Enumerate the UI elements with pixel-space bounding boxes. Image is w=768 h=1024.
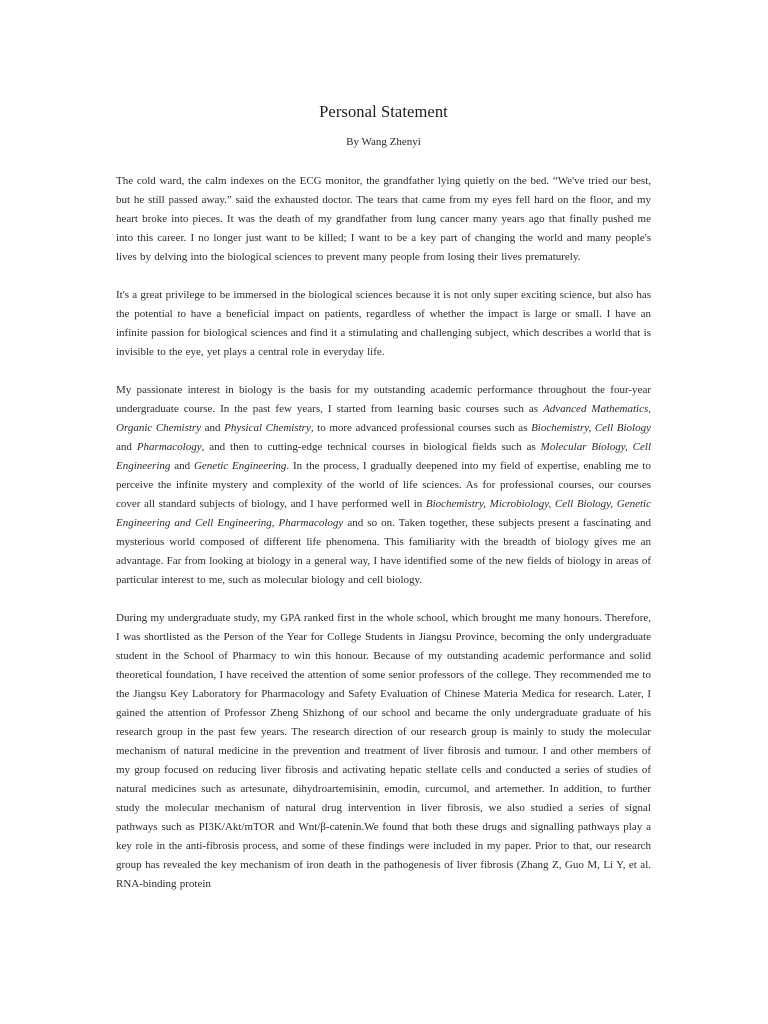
text-run: and xyxy=(116,441,137,453)
italic-course-names: Molecular Biology, Cell Engineering xyxy=(116,441,651,472)
text-run: and xyxy=(201,422,225,434)
italic-course-names: Biochemistry, Microbiology, Cell Biology, Genetic Engineering and Cell Engineering, Pharmacology xyxy=(116,498,651,529)
text-run: and xyxy=(170,460,194,472)
document-title: Personal Statement xyxy=(319,102,448,121)
italic-course-names: Genetic Engineering xyxy=(193,460,287,472)
text-run: During my undergraduate study, my GPA ranked first in the whole school, which brought me many honours. Therefore, I was shortlisted as the Person of the Year for College Students in Jiangsu Province, becoming the only undergraduate student in the School of Pharmacy to win this honour. Because of my outstanding academic performance and solid theoretical foundation, I have received the attention of some senior professors of the college. They recommended me to the Jiangsu Key Laboratory for Pharmacology and Safety Evaluation of Chinese Materia Medica for research. Later, I gained the attention of Professor Zheng Shizhong of our school and became the only undergraduate graduate of his research group in the past few years. The research direction of our research group is mainly to study the molecular mechanism of natural medicine in the prevention and treatment of liver fibrosis and tumour. I and other members of my group focused on reducing liver fibrosis and activating hepatic stellate cells and conducted a series of studies of natural medicines such as artesunate, dihydroartemisinin, emodin, curcumol, and artemether. In addition, to further study the molecular mechanism of natural drug intervention in liver fibrosis, we also studied a series of signal pathways such as PI3K/Akt/mTOR and Wnt/β-catenin.We found that both these drugs and signalling pathways play a key role in the anti-fibrosis process, and some of these findings were included in my paper. Prior to that, our research group has revealed the key mechanism of iron death in the pathogenesis of liver fibrosis (Zhang Z, Guo M, Li Y, et al. RNA-binding protein xyxy=(116,612,651,890)
text-run: My passionate interest in biology is the basis for my outstanding academic performance throughout the four-year undergraduate course. In the past few years, I started from learning basic courses such as xyxy=(116,384,651,415)
text-run: , to more advanced professional courses such as xyxy=(310,422,532,434)
italic-course-names: Physical Chemistry xyxy=(224,422,311,434)
document-body xyxy=(116,172,651,913)
italic-course-names: Advanced Mathematics, Organic Chemistry xyxy=(116,403,652,434)
paragraph-4 xyxy=(116,609,651,894)
paragraph-2 xyxy=(116,286,651,362)
italic-course-names: Biochemistry, Cell Biology xyxy=(531,422,651,434)
italic-course-names: Pharmacology xyxy=(136,441,202,453)
text-run: , and then to cutting-edge technical courses in biological fields such as xyxy=(201,441,541,453)
text-run: . In the process, I gradually deepened into my field of expertise, enabling me to perceive the infinite mystery and complexity of the world of life sciences. As for professional courses, our courses cover all standard subjects of biology, and I have performed well in xyxy=(116,460,651,510)
author-byline: By Wang Zhenyi xyxy=(346,136,421,148)
paragraph-1 xyxy=(116,172,651,267)
text-run: It's a great privilege to be immersed in the biological sciences because it is not only super exciting science, but also has the potential to have a beneficial impact on patients, regardless of whether the impact is large or small. I have an infinite passion for biological sciences and find it a stimulating and challenging subject, which describes a world that is invisible to the eye, yet plays a central role in everyday life. xyxy=(116,289,651,358)
text-run: The cold ward, the calm indexes on the ECG monitor, the grandfather lying quietly on the bed. “We've tried our best, but he still passed away.” said the exhausted doctor. The tears that came from my eyes fell hard on the floor, and my heart broke into pieces. It was the death of my grandfather from lung cancer many years ago that finally pushed me into this career. I no longer just want to be killed; I want to be a key part of changing the world and many people's lives by delving into the biological sciences to prevent many people from losing their lives prematurely. xyxy=(116,175,651,263)
paragraph-3 xyxy=(116,381,651,590)
text-run: and so on. Taken together, these subjects present a fascinating and mysterious world composed of different life phenomena. This familiarity with the breadth of biology gives me an advantage. Far from looking at biology in a general way, I have identified some of the new fields of biology in areas of particular interest to me, such as molecular biology and cell biology. xyxy=(116,517,651,586)
